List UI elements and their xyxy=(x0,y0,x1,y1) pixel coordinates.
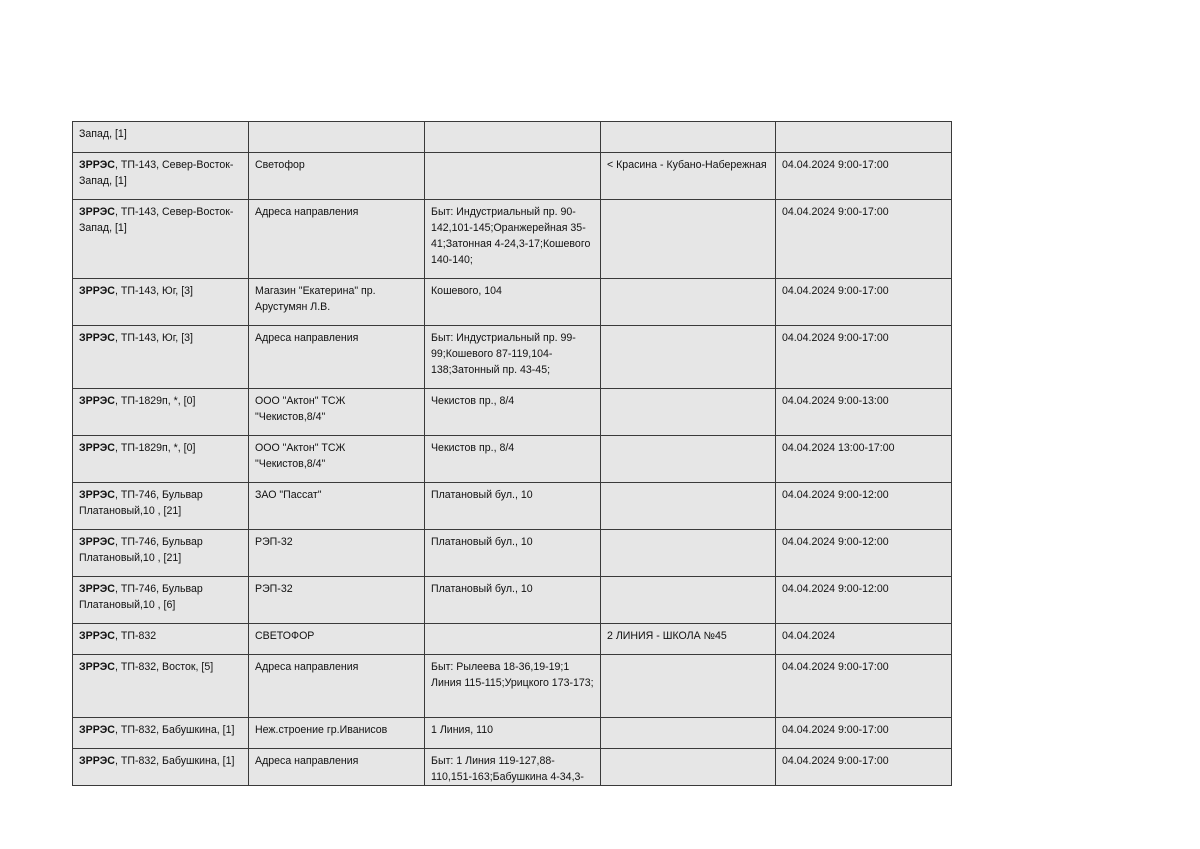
table-row xyxy=(73,749,952,786)
org-name: ЗРРЭС xyxy=(79,442,115,454)
cell-datetime xyxy=(776,577,952,624)
cell-address xyxy=(425,577,601,624)
cell-direction xyxy=(601,326,776,389)
cell-consumer xyxy=(249,389,425,436)
cell-datetime-text: 04.04.2024 xyxy=(782,630,836,642)
cell-datetime xyxy=(776,749,952,786)
location-text: , ТП-1829п, *, [0] xyxy=(114,395,196,407)
location-text: , ТП-143, Север-Восток-Запад, [1] xyxy=(79,159,234,187)
cell-consumer xyxy=(249,749,425,786)
cell-datetime-text: 04.04.2024 9:00-17:00 xyxy=(782,285,889,297)
cell-address xyxy=(425,326,601,389)
cell-consumer-text: Адреса направления xyxy=(255,661,359,673)
org-name: ЗРРЭС xyxy=(79,206,115,218)
table-row xyxy=(73,436,952,483)
cell-datetime-text: 04.04.2024 9:00-17:00 xyxy=(782,332,889,344)
table-row xyxy=(73,577,952,624)
location-text: , ТП-143, Север-Восток-Запад, [1] xyxy=(79,206,234,234)
cell-datetime xyxy=(776,279,952,326)
table-row xyxy=(73,624,952,655)
cell-datetime xyxy=(776,326,952,389)
cell-location xyxy=(73,624,249,655)
cell-consumer-text: ООО "Актон" ТСЖ "Чекистов,8/4" xyxy=(255,395,346,423)
cell-direction xyxy=(601,749,776,786)
cell-datetime xyxy=(776,436,952,483)
cell-location xyxy=(73,389,249,436)
cell-consumer xyxy=(249,436,425,483)
table-row xyxy=(73,200,952,279)
cell-address-text: Платановый бул., 10 xyxy=(431,536,533,548)
location-text: , ТП-832, Бабушкина, [1] xyxy=(114,724,235,736)
org-name: ЗРРЭС xyxy=(79,583,115,595)
cell-location xyxy=(73,483,249,530)
cell-address-text: Чекистов пр., 8/4 xyxy=(431,442,515,454)
cell-consumer-text: Светофор xyxy=(255,159,305,171)
cell-location xyxy=(73,718,249,749)
cell-consumer xyxy=(249,122,425,153)
org-name: ЗРРЭС xyxy=(79,489,115,501)
cell-direction xyxy=(601,483,776,530)
org-name: ЗРРЭС xyxy=(79,332,115,344)
cell-consumer-text: Магазин "Екатерина" пр. Арустумян Л.В. xyxy=(255,285,376,313)
cell-direction xyxy=(601,718,776,749)
cell-direction xyxy=(601,153,776,200)
outage-table xyxy=(72,121,952,786)
cell-datetime xyxy=(776,483,952,530)
cell-consumer xyxy=(249,153,425,200)
cell-address xyxy=(425,200,601,279)
cell-address-text: Быт: Индустриальный пр. 90-142,101-145;Оранжерейная 35-41;Затонная 4-24,3-17;Кошевого 140-140; xyxy=(431,206,591,266)
cell-datetime-text: 04.04.2024 9:00-17:00 xyxy=(782,724,889,736)
cell-consumer xyxy=(249,200,425,279)
table-row xyxy=(73,483,952,530)
cell-datetime xyxy=(776,200,952,279)
cell-address-text: 1 Линия, 110 xyxy=(431,724,493,736)
cell-datetime-text: 04.04.2024 9:00-12:00 xyxy=(782,583,889,595)
cell-address-text: Быт: 1 Линия 119-127,88-110,151-163;Бабушкина 4-34,3- xyxy=(431,755,584,783)
cell-consumer xyxy=(249,530,425,577)
cell-datetime xyxy=(776,122,952,153)
cell-consumer-text: ООО "Актон" ТСЖ "Чекистов,8/4" xyxy=(255,442,346,470)
org-name: ЗРРЭС xyxy=(79,536,115,548)
cell-address-text: Кошевого, 104 xyxy=(431,285,502,297)
table-row xyxy=(73,718,952,749)
org-name: ЗРРЭС xyxy=(79,159,115,171)
cell-address-text: Платановый бул., 10 xyxy=(431,583,533,595)
cell-direction xyxy=(601,200,776,279)
cell-location xyxy=(73,530,249,577)
cell-datetime xyxy=(776,624,952,655)
cell-consumer-text: Адреса направления xyxy=(255,755,359,767)
cell-datetime-text: 04.04.2024 9:00-17:00 xyxy=(782,661,889,673)
outage-table-body xyxy=(73,122,952,786)
cell-location xyxy=(73,200,249,279)
table-row xyxy=(73,655,952,718)
cell-address xyxy=(425,749,601,786)
location-text: , ТП-832, Бабушкина, [1] xyxy=(114,755,235,767)
cell-direction-text: 2 ЛИНИЯ - ШКОЛА №45 xyxy=(607,630,727,642)
cell-datetime xyxy=(776,718,952,749)
cell-location xyxy=(73,749,249,786)
cell-address xyxy=(425,530,601,577)
org-name: ЗРРЭС xyxy=(79,285,115,297)
cell-address xyxy=(425,655,601,718)
cell-datetime xyxy=(776,655,952,718)
cell-consumer-text: ЗАО "Пассат" xyxy=(255,489,322,501)
cell-direction xyxy=(601,279,776,326)
table-row xyxy=(73,122,952,153)
cell-direction xyxy=(601,577,776,624)
table-row xyxy=(73,326,952,389)
cell-consumer-text: Адреса направления xyxy=(255,206,359,218)
cell-direction xyxy=(601,122,776,153)
cell-address-text: Платановый бул., 10 xyxy=(431,489,533,501)
cell-address xyxy=(425,436,601,483)
org-name: ЗРРЭС xyxy=(79,661,115,673)
cell-direction xyxy=(601,389,776,436)
cell-datetime-text: 04.04.2024 9:00-12:00 xyxy=(782,536,889,548)
cell-datetime-text: 04.04.2024 9:00-17:00 xyxy=(782,159,889,171)
cell-address xyxy=(425,624,601,655)
cell-consumer-text: РЭП-32 xyxy=(255,583,293,595)
cell-consumer-text: СВЕТОФОР xyxy=(255,630,315,642)
location-text: , ТП-143, Юг, [3] xyxy=(114,332,193,344)
cell-location xyxy=(73,655,249,718)
table-row xyxy=(73,279,952,326)
cell-consumer xyxy=(249,655,425,718)
cell-datetime xyxy=(776,389,952,436)
cell-address-text: Быт: Индустриальный пр. 99-99;Кошевого 87-119,104-138;Затонный пр. 43-45; xyxy=(431,332,576,376)
cell-address xyxy=(425,389,601,436)
cell-location xyxy=(73,153,249,200)
org-name: ЗРРЭС xyxy=(79,630,115,642)
cell-direction xyxy=(601,624,776,655)
cell-location xyxy=(73,326,249,389)
cell-datetime-text: 04.04.2024 9:00-17:00 xyxy=(782,206,889,218)
cell-datetime-text: 04.04.2024 9:00-17:00 xyxy=(782,755,889,767)
cell-datetime-text: 04.04.2024 9:00-12:00 xyxy=(782,489,889,501)
cell-address xyxy=(425,718,601,749)
location-text: , ТП-832, Восток, [5] xyxy=(114,661,214,673)
table-row xyxy=(73,389,952,436)
cell-address xyxy=(425,279,601,326)
cell-address xyxy=(425,122,601,153)
cell-consumer xyxy=(249,624,425,655)
cell-consumer xyxy=(249,483,425,530)
cell-direction xyxy=(601,436,776,483)
cell-consumer xyxy=(249,326,425,389)
cell-address xyxy=(425,483,601,530)
cell-datetime xyxy=(776,153,952,200)
org-name: ЗРРЭС xyxy=(79,755,115,767)
location-text: , ТП-1829п, *, [0] xyxy=(114,442,196,454)
cell-address-text: Чекистов пр., 8/4 xyxy=(431,395,515,407)
cell-consumer xyxy=(249,279,425,326)
cell-consumer-text: Адреса направления xyxy=(255,332,359,344)
cell-location xyxy=(73,436,249,483)
cell-consumer-text: Неж.строение гр.Иванисов xyxy=(255,724,388,736)
table-row xyxy=(73,153,952,200)
location-text: , ТП-746, Бульвар Платановый,10 , [21] xyxy=(79,536,203,564)
location-text: , ТП-143, Юг, [3] xyxy=(114,285,193,297)
cell-location xyxy=(73,577,249,624)
cell-consumer-text: РЭП-32 xyxy=(255,536,293,548)
org-name: ЗРРЭС xyxy=(79,724,115,736)
location-text: Запад, [1] xyxy=(79,128,127,140)
cell-location xyxy=(73,279,249,326)
cell-direction xyxy=(601,530,776,577)
cell-location xyxy=(73,122,249,153)
cell-datetime-text: 04.04.2024 9:00-13:00 xyxy=(782,395,889,407)
cell-direction xyxy=(601,655,776,718)
location-text: , ТП-746, Бульвар Платановый,10 , [21] xyxy=(79,489,203,517)
cell-direction-text: < Красина - Кубано-Набережная xyxy=(607,159,767,171)
cell-address xyxy=(425,153,601,200)
cell-datetime xyxy=(776,530,952,577)
cell-address-text: Быт: Рылеева 18-36,19-19;1 Линия 115-115;Урицкого 173-173; xyxy=(431,661,594,689)
org-name: ЗРРЭС xyxy=(79,395,115,407)
location-text: , ТП-746, Бульвар Платановый,10 , [6] xyxy=(79,583,203,611)
cell-consumer xyxy=(249,577,425,624)
table-row xyxy=(73,530,952,577)
cell-datetime-text: 04.04.2024 13:00-17:00 xyxy=(782,442,895,454)
location-text: , ТП-832 xyxy=(114,630,157,642)
cell-consumer xyxy=(249,718,425,749)
